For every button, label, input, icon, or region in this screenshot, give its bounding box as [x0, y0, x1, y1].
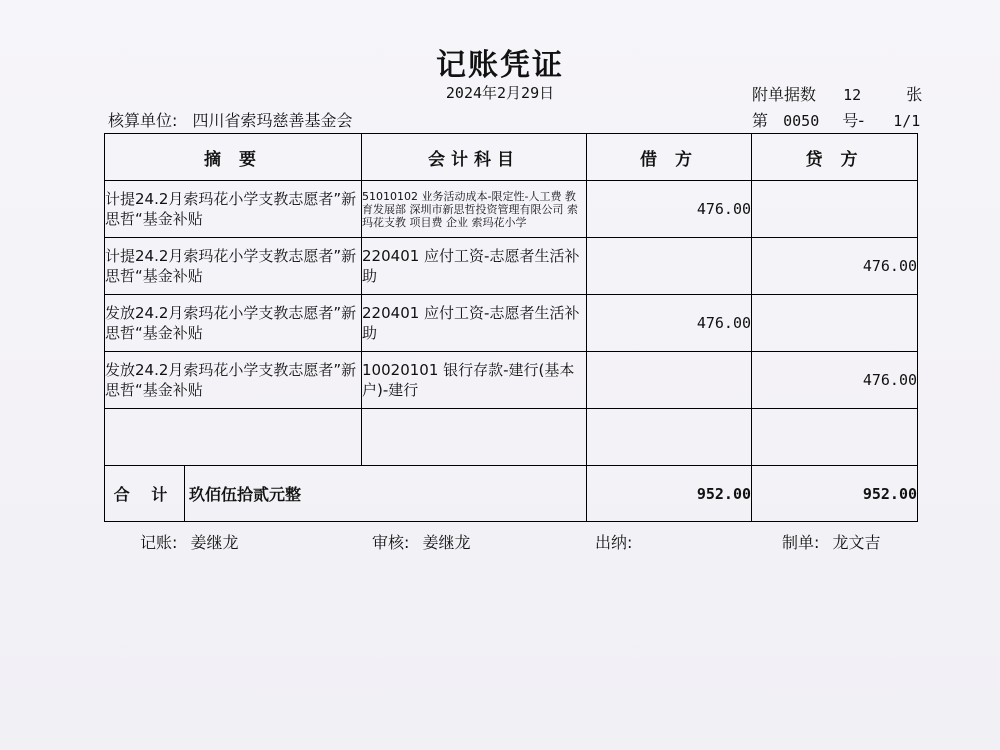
unit-label: 核算单位: [108, 111, 178, 130]
table-header-row [105, 134, 918, 181]
row-debit [587, 238, 752, 295]
total-credit: 952.00 [752, 466, 918, 522]
header-credit: 贷 方 [752, 134, 918, 181]
bookkeeper-name: 姜继龙 [190, 533, 239, 552]
header-summary: 摘 要 [105, 134, 362, 181]
voucher-page: 1/1 [893, 112, 921, 130]
row-summary [105, 409, 362, 466]
row-summary: 发放24.2月索玛花小学支教志愿者”新思哲“基金补贴 [105, 352, 362, 409]
voucher-date: 2024年2月29日 [445, 84, 555, 102]
table-row [105, 352, 918, 409]
table-row [105, 181, 918, 238]
preparer-signoff [782, 530, 881, 553]
row-debit: 476.00 [587, 181, 752, 238]
header-subject: 会计科目 [362, 134, 587, 181]
row-summary: 计提24.2月索玛花小学支教志愿者”新思哲“基金补贴 [105, 181, 362, 238]
preparer-name: 龙文吉 [832, 533, 881, 552]
attach-suffix: 张 [906, 85, 923, 104]
reviewer-label: 审核: [372, 533, 410, 552]
row-credit [752, 295, 918, 352]
table-row [105, 238, 918, 295]
row-subject: 220401 应付工资-志愿者生活补助 [362, 295, 587, 352]
total-row [105, 466, 918, 522]
voucher-no: 0050 [783, 112, 820, 130]
row-credit: 476.00 [752, 352, 918, 409]
row-subject: 220401 应付工资-志愿者生活补助 [362, 238, 587, 295]
unit-name: 四川省索玛慈善基金会 [192, 111, 353, 130]
total-debit: 952.00 [587, 466, 752, 522]
voucher-prefix: 第 [752, 111, 769, 130]
attach-count: 12 [843, 86, 862, 104]
attachment-count [752, 82, 922, 105]
cashier-label: 出纳: [595, 533, 633, 552]
row-debit [587, 352, 752, 409]
total-amount-words: 玖佰伍拾贰元整 [185, 466, 587, 522]
row-subject: 10020101 银行存款-建行(基本户)-建行 [362, 352, 587, 409]
voucher-number [752, 108, 920, 131]
voucher-table [104, 133, 918, 522]
reviewer-name: 姜继龙 [422, 533, 471, 552]
table-row-empty [105, 409, 918, 466]
accounting-unit [108, 108, 353, 131]
attach-label: 附单据数 [752, 85, 817, 104]
row-summary: 发放24.2月索玛花小学支教志愿者”新思哲“基金补贴 [105, 295, 362, 352]
row-summary: 计提24.2月索玛花小学支教志愿者”新思哲“基金补贴 [105, 238, 362, 295]
cashier-signoff [595, 530, 640, 553]
row-subject [362, 409, 587, 466]
bookkeeper-signoff [140, 530, 239, 553]
row-credit [752, 409, 918, 466]
row-debit [587, 409, 752, 466]
bookkeeper-label: 记账: [140, 533, 178, 552]
preparer-label: 制单: [782, 533, 820, 552]
row-credit: 476.00 [752, 238, 918, 295]
header-debit: 借 方 [587, 134, 752, 181]
total-label: 合 计 [105, 466, 185, 522]
voucher-mid: 号- [842, 111, 865, 130]
row-credit [752, 181, 918, 238]
voucher-title: 记账凭证 [436, 48, 564, 83]
reviewer-signoff [372, 530, 471, 553]
table-row [105, 295, 918, 352]
row-subject: 51010102 业务活动成本-限定性-人工费 教育发展部 深圳市新思哲投资管理有限公司 索玛花支教 项目费 企业 索玛花小学 [362, 181, 587, 238]
row-debit: 476.00 [587, 295, 752, 352]
